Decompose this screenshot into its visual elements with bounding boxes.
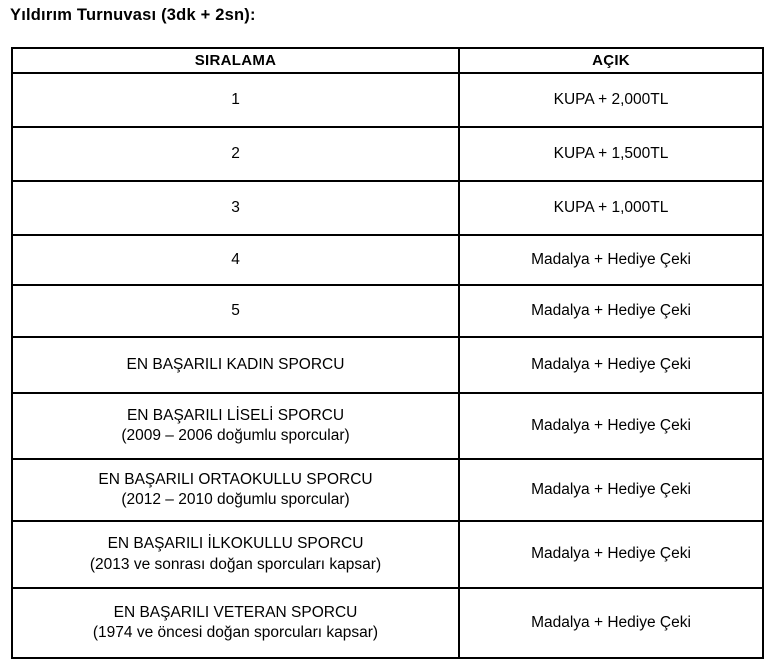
- table-cell-prize: Madalya + Hediye Çeki: [459, 337, 763, 393]
- table-cell-prize: Madalya + Hediye Çeki: [459, 235, 763, 285]
- rank-note: (2012 – 2010 doğumlu sporcular): [121, 491, 350, 508]
- table-cell-rank: EN BAŞARILI KADIN SPORCU: [12, 337, 459, 393]
- table-row: [12, 337, 763, 393]
- table-cell-rank: 2: [12, 127, 459, 181]
- table-cell-prize: KUPA + 1,500TL: [459, 127, 763, 181]
- table-row: [12, 127, 763, 181]
- table-row: [12, 181, 763, 235]
- table-cell-prize: Madalya + Hediye Çeki: [459, 285, 763, 337]
- table-cell-prize: Madalya + Hediye Çeki: [459, 588, 763, 658]
- table-cell-prize: KUPA + 2,000TL: [459, 73, 763, 127]
- table-row: [12, 459, 763, 521]
- table-cell-rank: 3: [12, 181, 459, 235]
- table-cell-prize: KUPA + 1,000TL: [459, 181, 763, 235]
- rank-note: (2009 – 2006 doğumlu sporcular): [121, 427, 350, 444]
- table-cell-rank: [12, 459, 459, 521]
- table-cell-rank: 4: [12, 235, 459, 285]
- rank-category: EN BAŞARILI VETERAN SPORCU: [113, 603, 358, 621]
- header-siralama: SIRALAMA: [12, 48, 459, 73]
- table-row: [12, 285, 763, 337]
- table-row: [12, 588, 763, 658]
- table-cell-rank: 1: [12, 73, 459, 127]
- table-cell-prize: Madalya + Hediye Çeki: [459, 521, 763, 588]
- table-cell-prize: Madalya + Hediye Çeki: [459, 459, 763, 521]
- table-row: [12, 73, 763, 127]
- table-cell-rank: [12, 393, 459, 459]
- rank-category: EN BAŞARILI ORTAOKULLU SPORCU: [98, 470, 373, 488]
- rank-category: EN BAŞARILI İLKOKULLU SPORCU: [107, 535, 364, 553]
- table-cell-prize: Madalya + Hediye Çeki: [459, 393, 763, 459]
- table-row: [12, 521, 763, 588]
- table-header-row: [12, 48, 763, 73]
- table-cell-rank: 5: [12, 285, 459, 337]
- table-row: [12, 235, 763, 285]
- table-cell-rank: [12, 521, 459, 588]
- header-acik: AÇIK: [459, 48, 763, 73]
- page-title: Yıldırım Turnuvası (3dk + 2sn):: [10, 6, 256, 24]
- rank-category: EN BAŞARILI LİSELİ SPORCU: [126, 406, 345, 424]
- rank-note: (2013 ve sonrası doğan sporcuları kapsar): [89, 555, 382, 573]
- table-row: [12, 393, 763, 459]
- prize-table: [11, 47, 764, 659]
- rank-note: (1974 ve öncesi doğan sporcuları kapsar): [92, 624, 379, 641]
- table-cell-rank: [12, 588, 459, 658]
